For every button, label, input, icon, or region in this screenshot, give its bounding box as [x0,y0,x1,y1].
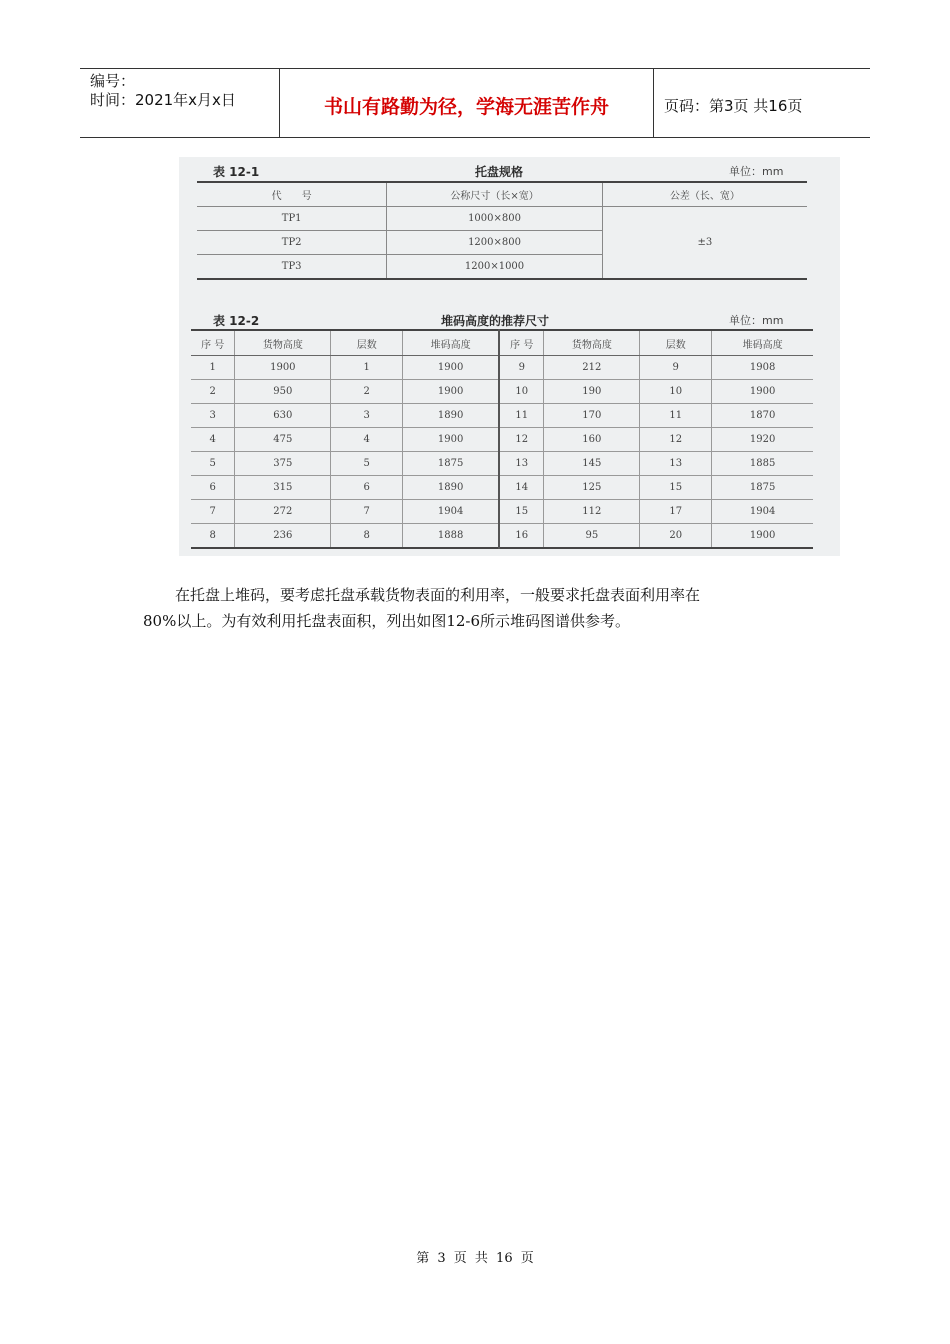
table-cell: 9 [640,356,712,380]
paragraph-line: 80%以上。为有效利用托盘表面积，列出如图12-6所示堆码图谱供参考。 [143,612,631,630]
table-cell: TP3 [197,255,387,280]
header-motto: 书山有路勤为径，学海无涯苦作舟 [280,69,654,137]
table-row [191,428,813,452]
table-row [191,356,813,380]
table-cell: 17 [640,500,712,524]
table-cell: 1908 [712,356,813,380]
table-cell: 15 [640,476,712,500]
table-cell: 1900 [403,356,499,380]
table-cell: 11 [499,404,544,428]
table-cell: 4 [331,428,403,452]
table-cell: 272 [235,500,331,524]
table-cell: TP2 [197,231,387,255]
table-cell: TP1 [197,207,387,231]
table-row [191,500,813,524]
table-header-cell: 公称尺寸（长×宽） [387,182,602,207]
table-cell: 12 [640,428,712,452]
table-cell: 1885 [712,452,813,476]
table-cell: 160 [544,428,640,452]
table-cell: 1200×800 [387,231,602,255]
table-cell: 1 [331,356,403,380]
table-cell: 1900 [403,380,499,404]
table-cell: 1900 [749,530,776,541]
table-cell: 5 [191,452,235,476]
tolerance-cell: ±3 [697,237,713,248]
table-cell: 1200×1000 [387,255,602,280]
table-cell: 10 [499,380,544,404]
table-cell: 1900 [403,428,499,452]
table-cell: 1875 [403,452,499,476]
table-cell: 8 [191,524,235,549]
table-cell: 6 [191,476,235,500]
table-cell: 6 [331,476,403,500]
table-cell: 212 [544,356,640,380]
table-header-cell: 货物高度 [235,330,331,356]
stacking-height-table [191,329,813,549]
header-meta [80,69,280,137]
table-row [197,207,807,231]
table-cell: 1890 [403,476,499,500]
table-row [191,524,813,549]
paragraph-line: 在托盘上堆码，要考虑托盘承载货物表面的利用率，一般要求托盘表面利用率在 [175,586,701,604]
table-header-cell: 序 号 [191,330,235,356]
table-row [191,380,813,404]
table-cell: 1900 [235,356,331,380]
table-cell: 236 [235,524,331,549]
table-cell: 170 [544,404,640,428]
table-header-cell: 层数 [331,330,403,356]
table-header-cell: 堆码高度 [712,330,813,356]
table-cell: 14 [499,476,544,500]
table-header-cell: 货物高度 [544,330,640,356]
table-header-cell: 堆码高度 [403,330,499,356]
table-cell: 375 [235,452,331,476]
table-header-row [191,330,813,356]
table-cell: 15 [499,500,544,524]
table2-unit: 单位：mm [729,314,784,327]
table-cell: 1904 [403,500,499,524]
table-cell: 12 [499,428,544,452]
table-header-cell: 层数 [640,330,712,356]
serial-label: 编号： [90,72,136,90]
body-paragraph [143,582,813,634]
table1-caption: 表 12-1 [213,165,260,179]
table-cell: 3 [331,404,403,428]
table-cell: 3 [191,404,235,428]
table-row [191,452,813,476]
table2-title: 堆码高度的推荐尺寸 [441,314,550,328]
table-cell: 13 [640,452,712,476]
page-footer: 第 3 页 共 16 页 [416,1251,534,1266]
table-cell: 145 [544,452,640,476]
table-cell: 13 [499,452,544,476]
table-cell: 315 [235,476,331,500]
table1-title: 托盘规格 [475,165,524,179]
table-cell: 9 [499,356,544,380]
table-cell: 95 [544,524,640,549]
table-header-cell: 公差（长、宽） [602,182,807,207]
table-cell: 1890 [403,404,499,428]
table-cell: 1920 [712,428,813,452]
table-cell: 11 [640,404,712,428]
table-header-cell: 序 号 [499,330,544,356]
table-cell: 2 [331,380,403,404]
table-cell: 1870 [712,404,813,428]
table-cell: 1900 [712,380,813,404]
table-cell: 1904 [712,500,813,524]
table-cell: 630 [235,404,331,428]
document-header [80,68,870,138]
table-cell: 20 [640,524,712,549]
time-label: 时间：2021年x月x日 [90,91,236,109]
table-cell: 475 [235,428,331,452]
table-cell: 7 [191,500,235,524]
table-header-cell: 代 号 [197,182,387,207]
table-cell: 1888 [403,524,499,549]
table-cell: 1000×800 [387,207,602,231]
table-cell: 1875 [712,476,813,500]
table-cell: 10 [640,380,712,404]
table-cell: 950 [235,380,331,404]
table-cell: 112 [544,500,640,524]
table-header-row [197,182,807,207]
table-cell: 190 [544,380,640,404]
table2-caption: 表 12-2 [213,314,260,328]
scanned-tables-image [179,157,840,556]
table-cell: 2 [191,380,235,404]
table-cell: 1 [191,356,235,380]
table1-unit: 单位：mm [729,165,784,178]
table-cell: 16 [499,524,544,549]
table-cell: 7 [331,500,403,524]
table-cell: 5 [331,452,403,476]
table-cell: 8 [331,524,403,549]
table-row [191,476,813,500]
table-row [191,404,813,428]
table-cell: 125 [544,476,640,500]
header-page-label: 页码：第3页 共16页 [664,96,803,115]
table-cell: 4 [191,428,235,452]
pallet-spec-table [197,181,807,280]
